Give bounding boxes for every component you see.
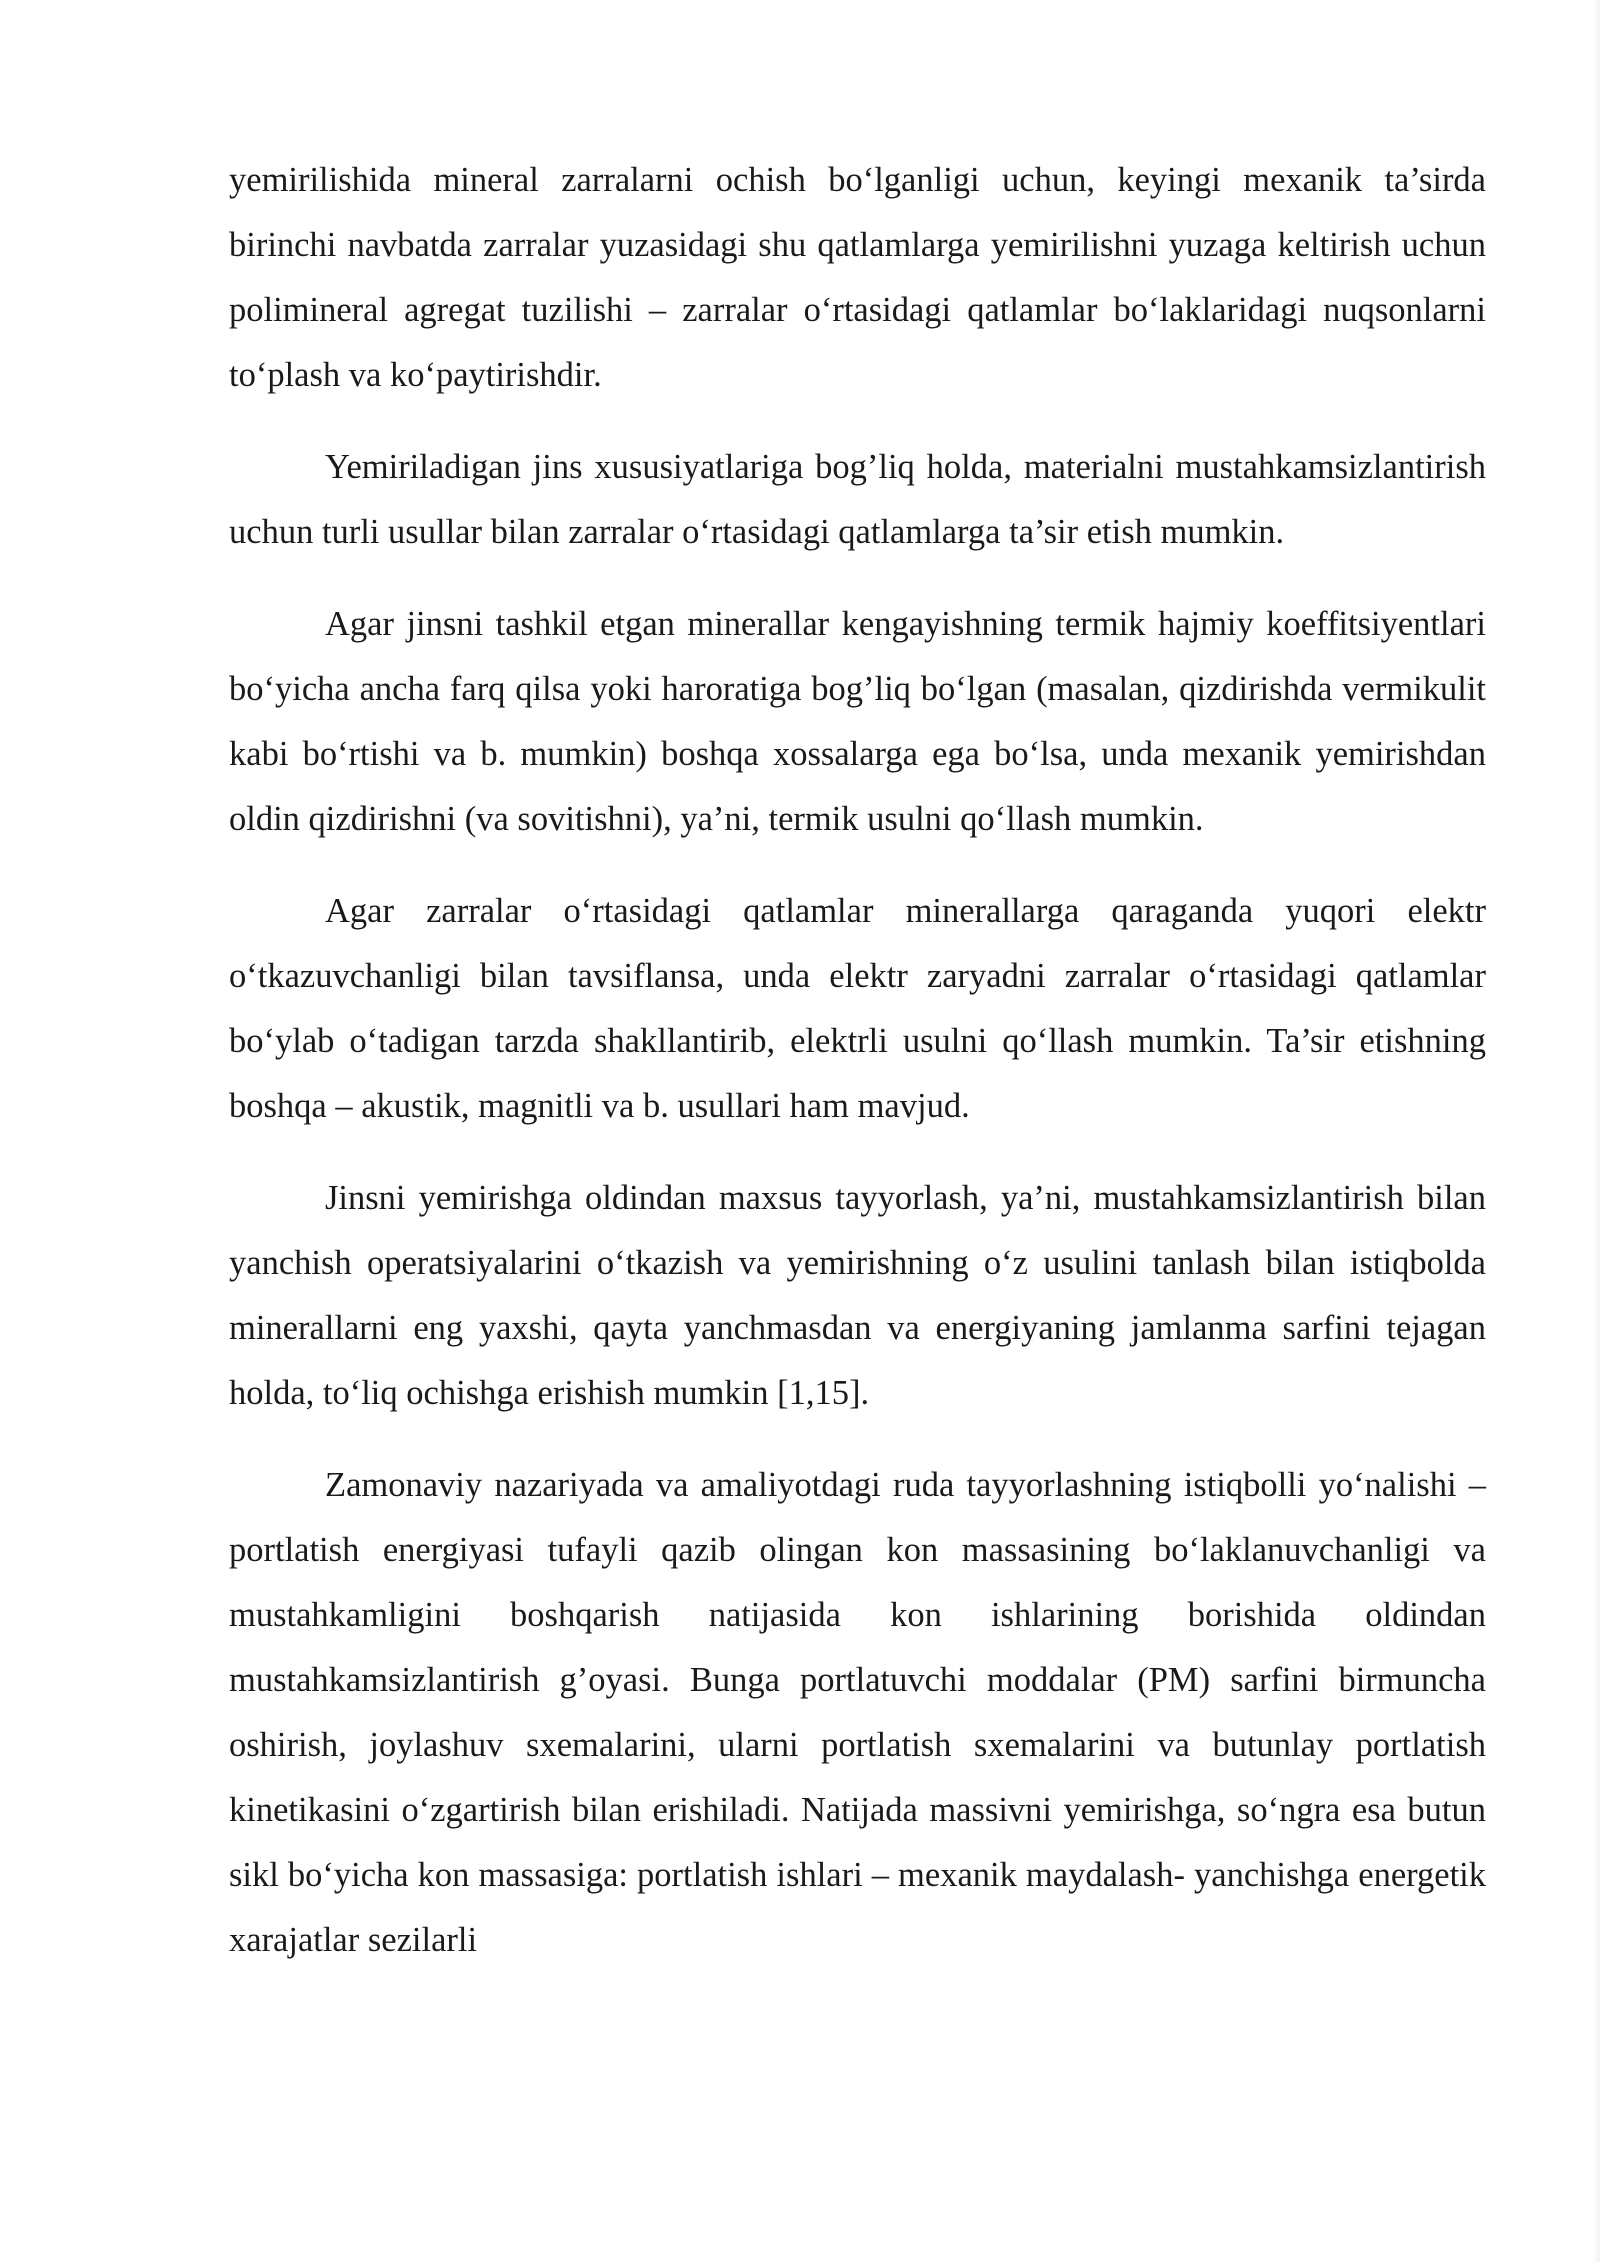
paragraph-5: Jinsni yemirishga oldindan maxsus tayyorlash, ya’ni, mustahkamsizlantirish bilan yanchish operatsiyalarini o‘tkazish va yemirishning o‘z usulini tanlash bilan istiqbolda minerallarni eng yaxshi, qayta yanchmasdan va energiyaning jamlanma sarfini tejagan holda, to‘liq ochishga erishish mumkin [1,15].	[229, 1179, 1486, 1412]
page-edge-shadow	[1592, 0, 1600, 2262]
document-body	[229, 148, 1486, 1973]
paragraph-6: Zamonaviy nazariyada va amaliyotdagi ruda tayyorlashning istiqbolli yo‘nalishi – portlatish energiyasi tufayli qazib olingan kon massasining bo‘laklanuvchanligi va mustahkamligini boshqarish natijasida kon ishlarining borishida oldindan mustahkamsizlantirish g’oyasi. Bunga portlatuvchi moddalar (PM) sarfini birmuncha oshirish, joylashuv sxemalarini, ularni portlatish sxemalarini va butunlay portlatish kinetikasini o‘zgartirish bilan erishiladi. Natijada massivni yemirishga, so‘ngra esa butun sikl bo‘yicha kon massasiga: portlatish ishlari – mexanik maydalash- yanchishga energetik xarajatlar sezilarli	[229, 1466, 1486, 1959]
paragraph-3: Agar jinsni tashkil etgan minerallar kengayishning termik hajmiy koeffitsiyentlari bo‘yicha ancha farq qilsa yoki haroratiga bog’liq bo‘lgan (masalan, qizdirishda vermikulit kabi bo‘rtishi va b. mumkin) boshqa xossalarga ega bo‘lsa, unda mexanik yemirishdan oldin qizdirishni (va sovitishni), ya’ni, termik usulni qo‘llash mumkin.	[229, 605, 1486, 838]
paragraph-1: yemirilishida mineral zarralarni ochish bo‘lganligi uchun, keyingi mexanik ta’sirda birinchi navbatda zarralar yuzasidagi shu qatlamlarga yemirilishni yuzaga keltirish uchun polimineral agregat tuzilishi – zarralar o‘rtasidagi qatlamlar bo‘laklaridagi nuqsonlarni to‘plash va ko‘paytirishdir.	[229, 161, 1486, 394]
paragraph-2: Yemiriladigan jins xususiyatlariga bog’liq holda, materialni mustahkamsizlantirish uchun turli usullar bilan zarralar o‘rtasidagi qatlamlarga ta’sir etish mumkin.	[229, 448, 1486, 551]
paragraph-4: Agar zarralar o‘rtasidagi qatlamlar minerallarga qaraganda yuqori elektr o‘tkazuvchanligi bilan tavsiflansa, unda elektr zaryadni zarralar o‘rtasidagi qatlamlar bo‘ylab o‘tadigan tarzda shakllantirib, elektrli usulni qo‘llash mumkin. Ta’sir etishning boshqa – akustik, magnitli va b. usullari ham mavjud.	[229, 892, 1486, 1125]
